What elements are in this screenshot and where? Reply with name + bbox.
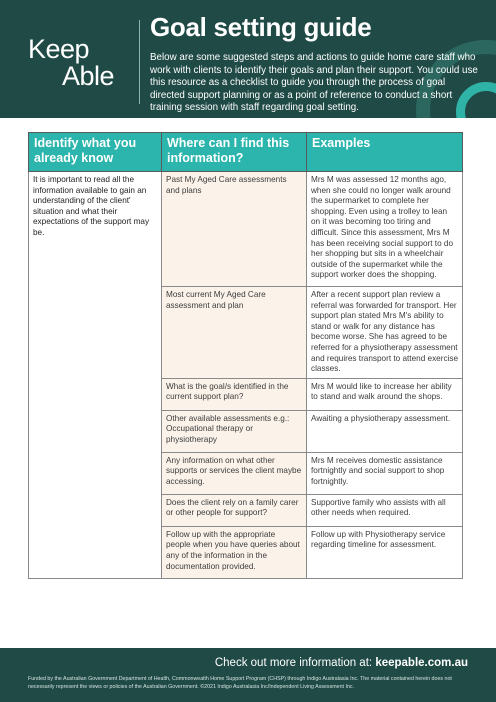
example-cell: Mrs M was assessed 12 months ago, when she could no longer walk around the supermarket to complete her shopping. Even using a trolley to lean on it was becoming too tiring and difficult. Since this assessment, Mrs M has been receiving social support to do her shopping but sits in a wheelchair outside of the supermarket while the support worker does the shopping. [307, 172, 463, 287]
intro-text: Below are some suggested steps and actions to guide home care staff who work with clients to identify their goals and plan their support. You could use this resource as a checklist to guide you through the process of goal directed support planning or as a point of reference to conduct a short training session with staff regarding goal setting. [150, 52, 478, 113]
example-cell: Awaiting a physiotherapy assessment. [307, 410, 463, 452]
source-cell: Does the client rely on a family carer or other people for support? [162, 494, 307, 526]
table-header-row [29, 133, 463, 172]
goal-setting-table [28, 132, 463, 579]
column-header-examples: Examples [307, 133, 463, 172]
more-info-prefix: Check out more information at: [214, 657, 373, 669]
source-cell: Most current My Aged Care assessment and plan [162, 287, 307, 379]
column-header-identify: Identify what you already know [29, 133, 162, 172]
identify-cell: It is important to read all the information available to gain an understanding of the client' situation and what their expectations of the support may be. [29, 172, 162, 579]
more-info-line [215, 657, 468, 669]
keepable-logo [28, 36, 114, 90]
source-cell: Other available assessments e.g.: Occupational therapy or physiotherapy [162, 410, 307, 452]
funding-disclaimer: Funded by the Australian Government Department of Health, Commonwealth Home Support Program (CHSP) through Indigo Australasia Inc. The material contained herein does not necessarily represent the views or policies of the Australian Government. ©2021 Indigo Australasia Inc/Independent Living Assessment Inc. [28, 676, 452, 690]
page-title: Goal setting guide [150, 12, 372, 42]
source-cell: What is the goal/s identified in the current support plan? [162, 378, 307, 410]
example-cell: Mrs M receives domestic assistance fortnightly and social support to shop fortnightly. [307, 452, 463, 494]
header-divider [139, 20, 140, 104]
logo-line-2: Able [62, 61, 115, 91]
website-link[interactable]: keepable.com.au [375, 657, 468, 669]
table-row [29, 172, 463, 287]
source-cell: Follow up with the appropriate people when you have queries about any of the information in the documentation provided. [162, 526, 307, 578]
logo-line-1: Keep [28, 34, 90, 64]
example-cell: Mrs M would like to increase her ability to stand and walk around the shops. [307, 378, 463, 410]
source-cell: Any information on what other supports or services the client maybe accessing. [162, 452, 307, 494]
page-footer [0, 648, 496, 702]
example-cell: After a recent support plan review a referral was forwarded for transport. Her support plan stated Mrs M's ability to stand or walk for any distance has become worse. She has agreed to be referred for a physiotherapy assessment and requires transport to attend exercise classes. [307, 287, 463, 379]
page-header [0, 0, 496, 118]
column-header-source: Where can I find this information? [162, 133, 307, 172]
example-cell: Supportive family who assists with all other needs when required. [307, 494, 463, 526]
example-cell: Follow up with Physiotherapy service regarding timeline for assessment. [307, 526, 463, 578]
source-cell: Past My Aged Care assessments and plans [162, 172, 307, 287]
